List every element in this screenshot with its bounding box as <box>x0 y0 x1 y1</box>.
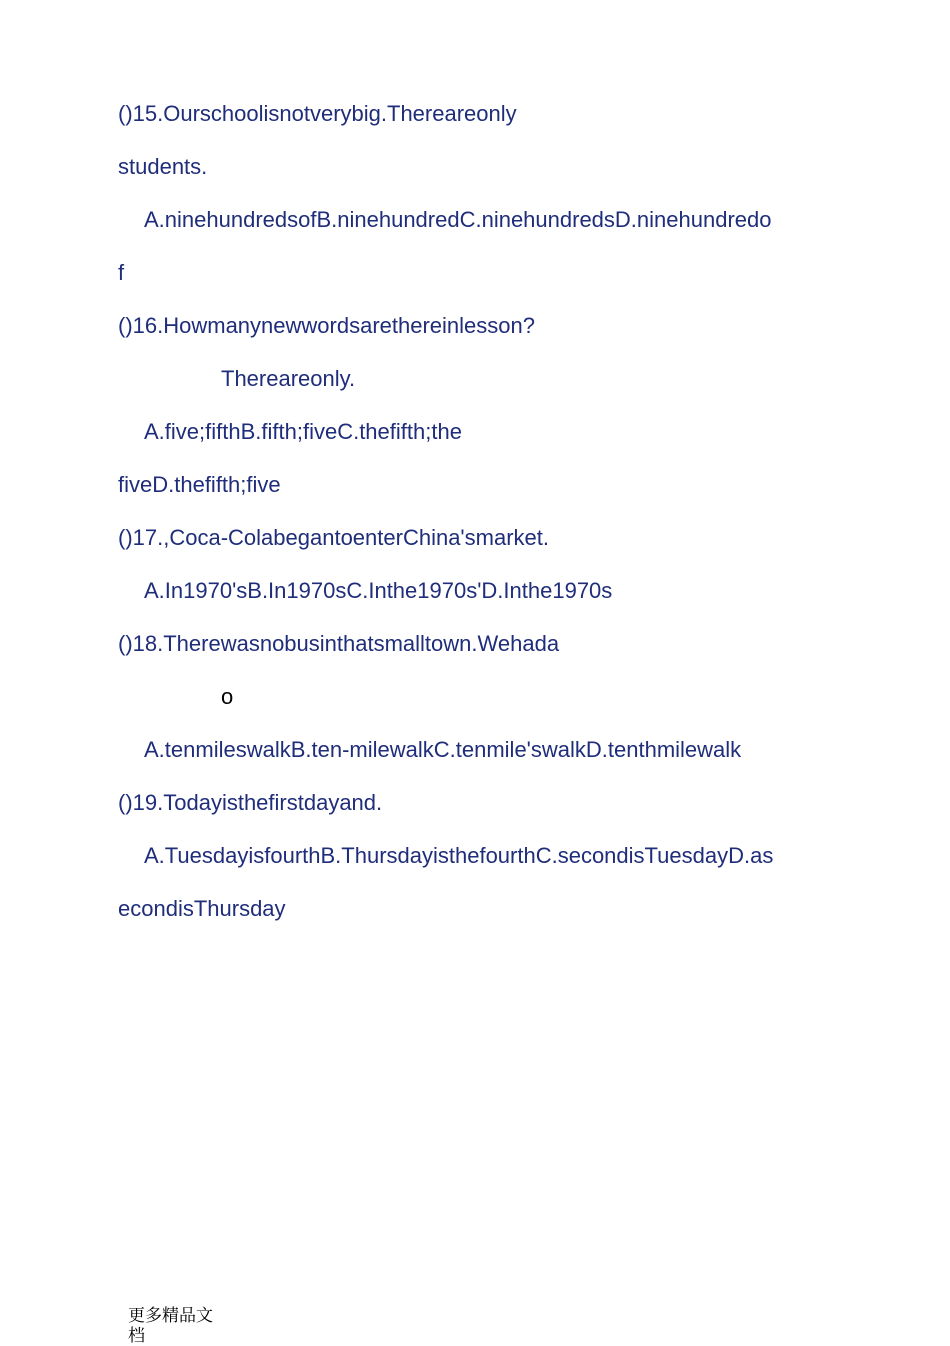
question-16-answer-prompt: Thereareonly. <box>221 366 356 391</box>
question-19-options-continued: econdisThursday <box>118 896 286 921</box>
question-18-options: A.tenmileswalkB.ten-milewalkC.tenmile'swalkD.tenthmilewalk <box>144 737 742 762</box>
question-17-options: A.In1970'sB.In1970sC.Inthe1970s'D.Inthe1970s <box>144 578 613 603</box>
question-15-stem-continued: students. <box>118 154 208 179</box>
question-18-stem: ()18.Therewasnobusinthatsmalltown.Wehada <box>118 631 560 656</box>
page-footer: 更多精品文档 <box>128 1306 213 1346</box>
question-15-options: A.ninehundredsofB.ninehundredC.ninehundredsD.ninehundredo <box>144 207 772 232</box>
question-19-stem: ()19.Todayisthefirstdayand. <box>118 790 383 815</box>
question-19-options: A.TuesdayisfourthB.ThursdayisthefourthC.secondisTuesdayD.as <box>144 843 774 868</box>
question-18-stem-end: o <box>221 684 234 709</box>
question-15-options-continued: f <box>118 260 125 285</box>
question-17-stem: ()17.,Coca-ColabegantoenterChina'smarket. <box>118 525 549 550</box>
question-16-options-continued: fiveD.thefifth;five <box>118 472 281 497</box>
question-15-stem: ()15.Ourschoolisnotverybig.Thereareonly <box>118 101 517 126</box>
question-16-stem: ()16.Howmanynewwordsarethereinlesson? <box>118 313 535 338</box>
question-16-options: A.five;fifthB.fifth;fiveC.thefifth;the <box>144 419 462 444</box>
